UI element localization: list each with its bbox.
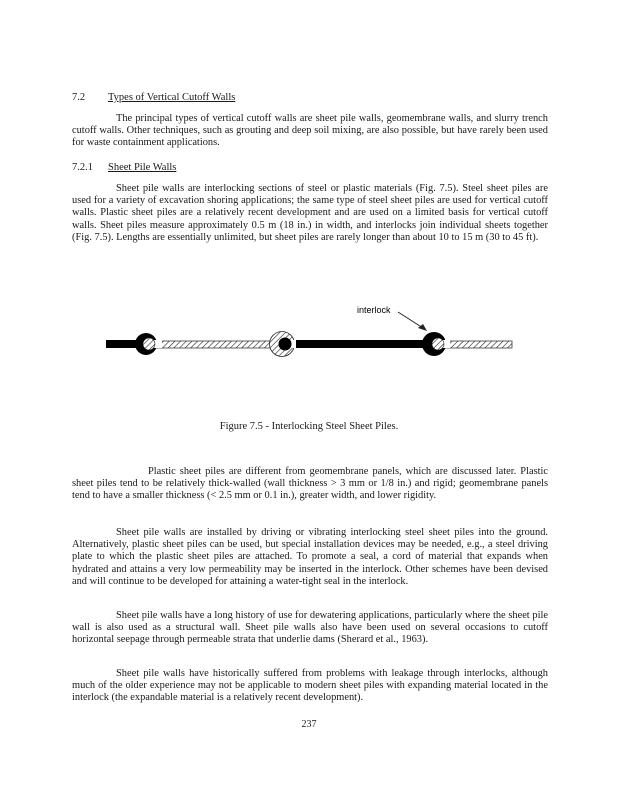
figure-caption: Figure 7.5 - Interlocking Steel Sheet Piles. [219,421,399,432]
paragraph-text: Sheet pile walls are installed by driving or vibrating interlocking steel sheet piles into the ground. Alternatively, plastic sheet piles can be used, but special installation devices may be needed, e.g., a steel driving plate to which the plastic sheet piles are attached. To promote a seal, a cord of material that expands when hydrated and attains a very low permeability may be inserted in the interlock. Other schemes have been devised and will continue to be developed for attaining a water-tight seal in the interlock. [72,527,548,587]
sheet-pile-hatched-end [445,341,512,348]
paragraph [72,610,548,647]
paragraph-text: The principal types of vertical cutoff walls are sheet pile walls, geomembrane walls, and slurry trench cutoff walls. Other techniques, such as grouting and deep soil mixing, are also possible, but have rarely been used for waste containment applications. [72,113,548,149]
paragraph [72,183,548,244]
section-heading-7-2 [72,92,235,103]
page-number: 237 [301,719,317,730]
paragraph [72,527,548,588]
paragraph-text: Plastic sheet piles are different from geomembrane panels, which are discussed later. Plastic sheet piles tend to be relatively thick-walled (wall thickness > 3 mm or 1/8 in.) and rigid; geomembrane panels tend to have a smaller thickness (< 2.5 mm or 0.1 in.), greater width, and lower rigidity. [72,466,548,502]
section-number: 7.2.1 [72,162,93,173]
section-title: Sheet Pile Walls [108,162,177,173]
pointer-arrow-line [398,312,423,328]
section-heading-7-2-1 [72,162,176,173]
section-title: Types of Vertical Cutoff Walls [108,92,236,103]
interlock-right [422,332,450,356]
section-number: 7.2 [72,92,86,103]
interlock-middle [270,332,297,357]
paragraph-text: Sheet pile walls have historically suffered from problems with leakage through interlocks, although much of the older experience may not be applicable to modern sheet piles with expanding material located in the interlock (the expandable material is a relatively recent development). [72,668,548,704]
pointer-arrowhead [418,324,427,331]
interlock-left [135,333,162,355]
sheet-pile-solid [290,340,426,348]
paragraph [72,113,548,150]
paragraph-text: Sheet pile walls are interlocking sections of steel or plastic materials (Fig. 7.5). Steel sheet piles are used for a variety of excavation shoring applications; the same type of steel sheet piles are used for vertical cutoff walls. Plastic sheet piles are a relatively recent development and are used on a limited basis for vertical cutoff walls. Sheet piles measure approximately 0.5 m (18 in.) in width, and interlocks join individual sheets together (Fig. 7.5). Lengths are essentially unlimited, but sheet piles are rarely longer than about 10 to 15 m (30 to 45 ft). [72,183,548,243]
interlocking-sheet-piles-figure [0,295,618,370]
sheet-pile-hatched [155,341,272,348]
paragraph-text: Sheet pile walls have a long history of use for dewatering applications, particularly where the sheet pile wall is also used as a structural wall. Sheet pile walls also have been used on several occasions to cutoff horizontal seepage through permeable strata that underlie dams (Sherard et al., 1963). [72,610,548,646]
interlock-label: interlock [357,305,391,315]
paragraph [72,466,548,503]
paragraph [72,668,548,705]
